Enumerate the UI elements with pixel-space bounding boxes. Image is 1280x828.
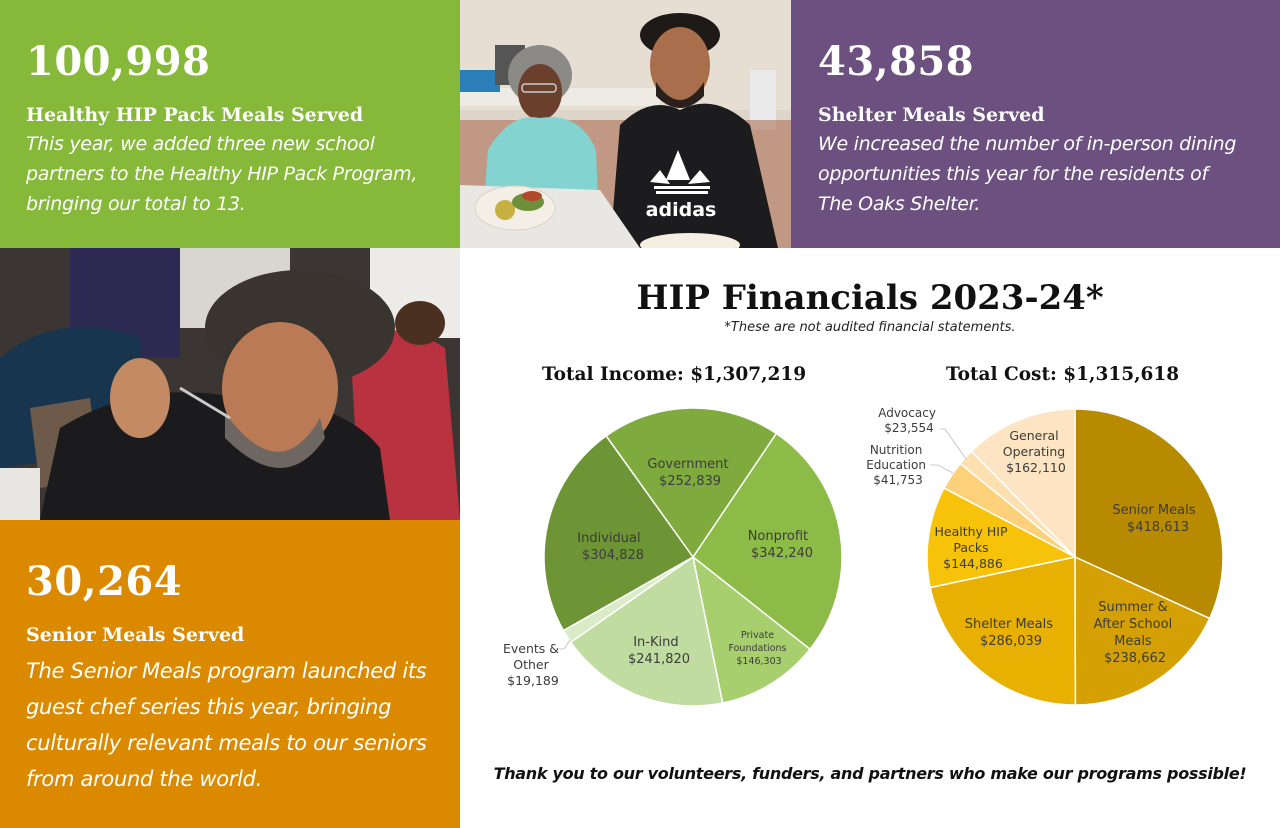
senior-meals-count: 30,264 [26, 558, 183, 605]
shelter-stat-panel [791, 0, 1280, 248]
thank-you-message: Thank you to our volunteers, funders, and partners who make our programs possible! [493, 764, 1247, 783]
nutrition-leader-line [930, 465, 953, 473]
description-line: culturally relevant meals to our seniors [26, 730, 427, 755]
label-private-foundations: Private Foundations $146,303 [728, 630, 787, 667]
eater-photo [0, 248, 460, 520]
senior-title: Senior Meals Served [26, 624, 245, 646]
description-line: The Oaks Shelter. [818, 192, 981, 215]
diners-photo [460, 0, 791, 248]
income-chart-title: Total Income: $1,307,219 [542, 364, 807, 385]
description-line: We increased the number of in-person dining [818, 132, 1237, 155]
label-in-kind: In-Kind $241,820 [627, 635, 691, 667]
healthy-hip-description [26, 129, 460, 219]
label-events-other: Events & Other $19,189 [502, 641, 560, 688]
description-line: guest chef series this year, bringing [26, 694, 392, 719]
label-healthy-hip-packs: Healthy HIP Packs $144,886 [934, 524, 1008, 571]
label-shelter-meals: Shelter Meals $286,039 [964, 617, 1054, 649]
hoodie-logo-text: adidas [645, 199, 717, 221]
label-summer-after-school: Summer & After School Meals $238,662 [1093, 600, 1173, 666]
description-line: bringing our total to 13. [26, 192, 246, 215]
advocacy-leader-line [940, 429, 966, 459]
healthy-hip-meals-count: 100,998 [26, 38, 211, 85]
healthy-hip-stat-panel [0, 0, 460, 248]
healthy-hip-title: Healthy HIP Pack Meals Served [26, 104, 364, 126]
shelter-description [818, 129, 1280, 219]
description-line: from around the world. [26, 766, 263, 791]
label-government: Government $252,839 [647, 457, 729, 489]
senior-stat-panel [0, 520, 460, 828]
description-line: The Senior Meals program launched its [26, 658, 427, 683]
description-line: opportunities this year for the residents of [818, 162, 1208, 185]
label-advocacy: Advocacy $23,554 [878, 406, 936, 435]
shelter-title: Shelter Meals Served [818, 104, 1045, 126]
financials-section [460, 248, 1280, 828]
shelter-meals-count: 43,858 [818, 38, 975, 85]
label-senior-meals: Senior Meals $418,613 [1112, 503, 1196, 535]
eater-photo-illustration [0, 248, 460, 520]
description-line: partners to the Healthy HIP Pack Program, [26, 162, 418, 185]
label-nonprofit: Nonprofit $342,240 [747, 529, 814, 561]
label-nutrition-education: Nutrition Education $41,753 [866, 443, 926, 487]
financials-disclaimer: *These are not audited financial statements. [724, 320, 1016, 335]
diners-photo-illustration [460, 0, 791, 248]
description-line: This year, we added three new school [26, 132, 375, 155]
label-general-operating: General Operating $162,110 [1002, 428, 1066, 475]
senior-description [26, 653, 460, 797]
label-individual: Individual $304,828 [577, 531, 645, 563]
cost-chart-title: Total Cost: $1,315,618 [946, 364, 1180, 385]
pie-charts [460, 248, 1280, 828]
financials-title: HIP Financials 2023-24* [636, 278, 1104, 318]
